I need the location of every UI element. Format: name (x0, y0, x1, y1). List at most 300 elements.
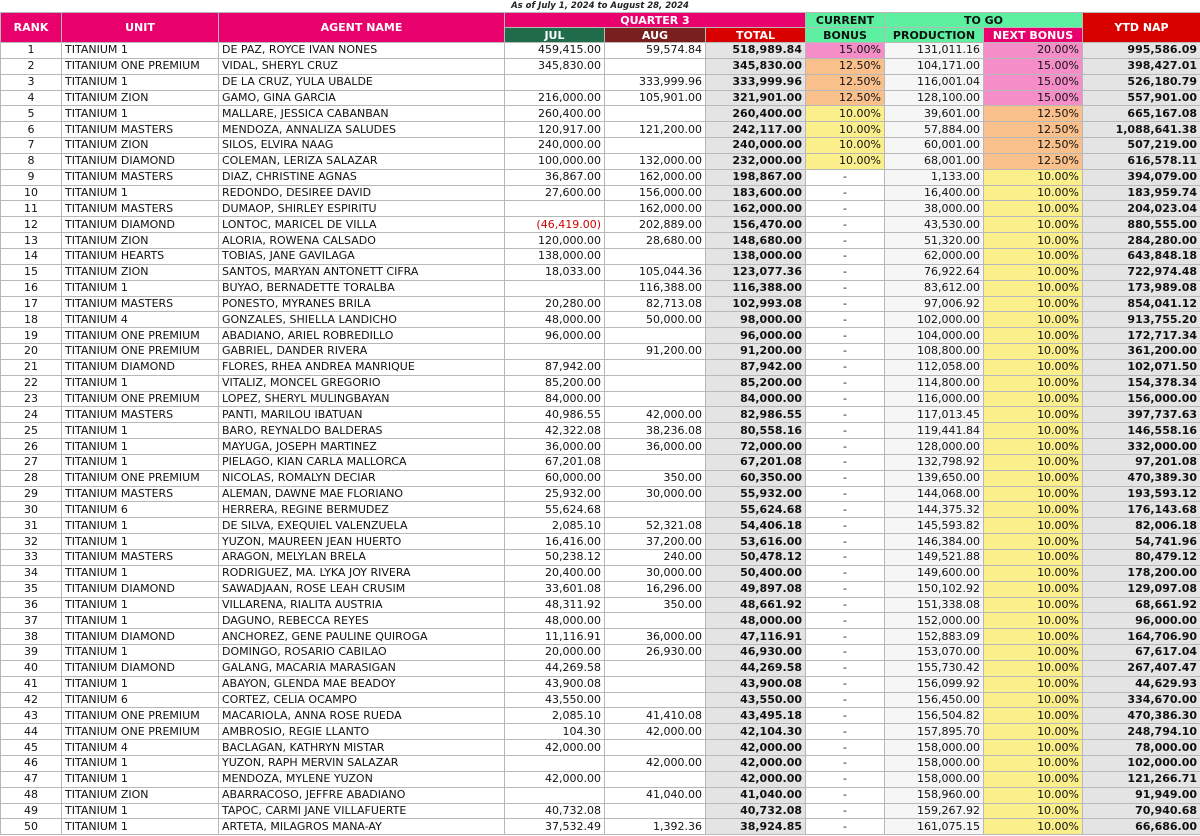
ytd-nap-cell: 267,407.47 (1083, 660, 1200, 676)
agent-name-cell: COLEMAN, LERIZA SALAZAR (219, 153, 505, 169)
ytd-nap-cell: 334,670.00 (1083, 692, 1200, 708)
unit-cell: TITANIUM 1 (62, 597, 219, 613)
aug-cell: 36,000.00 (605, 629, 706, 645)
total-cell: 240,000.00 (706, 138, 806, 154)
agent-name-cell: MENDOZA, ANNALIZA SALUDES (219, 122, 505, 138)
production-to-go-cell: 43,530.00 (885, 217, 984, 233)
next-bonus-cell: 10.00% (984, 344, 1083, 360)
ytd-nap-cell: 164,706.90 (1083, 629, 1200, 645)
ytd-nap-cell: 204,023.04 (1083, 201, 1200, 217)
agent-name-cell: NICOLAS, ROMALYN DECIAR (219, 470, 505, 486)
next-bonus-cell: 10.00% (984, 771, 1083, 787)
agent-name-cell: ARTETA, MILAGROS MANA-AY (219, 819, 505, 835)
unit-cell: TITANIUM MASTERS (62, 169, 219, 185)
quarter-3-header: QUARTER 3 (505, 13, 806, 28)
unit-cell: TITANIUM ZION (62, 233, 219, 249)
next-bonus-cell: 10.00% (984, 454, 1083, 470)
ytd-nap-cell: 44,629.93 (1083, 676, 1200, 692)
production-to-go-cell: 150,102.92 (885, 581, 984, 597)
current-bonus-cell: - (806, 296, 885, 312)
ytd-nap-cell: 172,717.34 (1083, 328, 1200, 344)
aug-cell (605, 502, 706, 518)
next-bonus-cell: 10.00% (984, 803, 1083, 819)
current-bonus-cell: - (806, 391, 885, 407)
rank-cell: 31 (1, 518, 62, 534)
jul-cell: 42,000.00 (505, 771, 605, 787)
unit-cell: TITANIUM 4 (62, 312, 219, 328)
current-bonus-cell: - (806, 708, 885, 724)
total-cell: 50,478.12 (706, 550, 806, 566)
aug-cell (605, 138, 706, 154)
aug-cell: 52,321.08 (605, 518, 706, 534)
next-bonus-cell: 10.00% (984, 185, 1083, 201)
production-to-go-cell: 97,006.92 (885, 296, 984, 312)
aug-cell: 132,000.00 (605, 153, 706, 169)
total-cell: 116,388.00 (706, 280, 806, 296)
production-to-go-cell: 112,058.00 (885, 359, 984, 375)
agent-name-cell: SAWADJAAN, ROSE LEAH CRUSIM (219, 581, 505, 597)
next-bonus-cell: 10.00% (984, 565, 1083, 581)
table-row (1, 803, 1200, 819)
rank-cell: 47 (1, 771, 62, 787)
production-to-go-cell: 144,068.00 (885, 486, 984, 502)
aug-cell (605, 454, 706, 470)
total-cell: 47,116.91 (706, 629, 806, 645)
rank-cell: 35 (1, 581, 62, 597)
ytd-nap-cell: 398,427.01 (1083, 58, 1200, 74)
agent-name-cell: DE SILVA, EXEQUIEL VALENZUELA (219, 518, 505, 534)
next-bonus-cell: 10.00% (984, 470, 1083, 486)
current-bonus-cell: - (806, 217, 885, 233)
rank-cell: 18 (1, 312, 62, 328)
agent-name-cell: TAPOC, CARMI JANE VILLAFUERTE (219, 803, 505, 819)
total-cell: 46,930.00 (706, 645, 806, 661)
agent-name-cell: GABRIEL, DANDER RIVERA (219, 344, 505, 360)
unit-cell: TITANIUM DIAMOND (62, 359, 219, 375)
jul-cell: 48,311.92 (505, 597, 605, 613)
table-row (1, 248, 1200, 264)
ytd-nap-cell: 913,755.20 (1083, 312, 1200, 328)
agent-name-cell: ABADIANO, ARIEL ROBREDILLO (219, 328, 505, 344)
unit-cell: TITANIUM ZION (62, 138, 219, 154)
agent-name-cell: DE PAZ, ROYCE IVAN NONES (219, 43, 505, 59)
total-cell: 198,867.00 (706, 169, 806, 185)
ytd-nap-cell: 146,558.16 (1083, 423, 1200, 439)
aug-cell: 37,200.00 (605, 534, 706, 550)
aug-cell (605, 375, 706, 391)
next-bonus-cell: 10.00% (984, 439, 1083, 455)
production-to-go-cell: 116,000.00 (885, 391, 984, 407)
next-bonus-cell: 10.00% (984, 264, 1083, 280)
aug-cell (605, 106, 706, 122)
ytd-nap-cell: 96,000.00 (1083, 613, 1200, 629)
production-to-go-cell: 152,000.00 (885, 613, 984, 629)
unit-cell: TITANIUM MASTERS (62, 486, 219, 502)
ytd-nap-cell: 178,200.00 (1083, 565, 1200, 581)
next-bonus-cell: 10.00% (984, 391, 1083, 407)
unit-cell: TITANIUM 1 (62, 803, 219, 819)
agent-name-cell: MAYUGA, JOSEPH MARTINEZ (219, 439, 505, 455)
agent-name-cell: PONESTO, MYRANES BRILA (219, 296, 505, 312)
total-cell: 123,077.36 (706, 264, 806, 280)
unit-cell: TITANIUM 6 (62, 502, 219, 518)
total-cell: 41,040.00 (706, 787, 806, 803)
agent-name-cell: TOBIAS, JANE GAVILAGA (219, 248, 505, 264)
aug-cell: 16,296.00 (605, 581, 706, 597)
aug-cell: 240.00 (605, 550, 706, 566)
next-bonus-cell: 10.00% (984, 692, 1083, 708)
rank-cell: 20 (1, 344, 62, 360)
table-row (1, 312, 1200, 328)
agent-name-cell: RODRIGUEZ, MA. LYKA JOY RIVERA (219, 565, 505, 581)
current-bonus-cell: - (806, 359, 885, 375)
aug-cell: 41,040.00 (605, 787, 706, 803)
agent-name-cell: VILLARENA, RIALITA AUSTRIA (219, 597, 505, 613)
current-bonus-cell: 10.00% (806, 106, 885, 122)
current-bonus-cell: - (806, 201, 885, 217)
ytd-nap-cell: 82,006.18 (1083, 518, 1200, 534)
unit-cell: TITANIUM 1 (62, 676, 219, 692)
aug-cell: 59,574.84 (605, 43, 706, 59)
production-to-go-cell: 153,070.00 (885, 645, 984, 661)
agent-name-cell: PIELAGO, KIAN CARLA MALLORCA (219, 454, 505, 470)
agent-name-cell: FLORES, RHEA ANDREA MANRIQUE (219, 359, 505, 375)
next-bonus-cell: 15.00% (984, 74, 1083, 90)
jul-cell: 120,000.00 (505, 233, 605, 249)
next-bonus-cell: 10.00% (984, 581, 1083, 597)
next-bonus-cell: 10.00% (984, 550, 1083, 566)
production-to-go-cell: 144,375.32 (885, 502, 984, 518)
production-to-go-cell: 16,400.00 (885, 185, 984, 201)
rank-cell: 27 (1, 454, 62, 470)
total-cell: 148,680.00 (706, 233, 806, 249)
current-bonus-cell: - (806, 248, 885, 264)
current-bonus-cell: - (806, 407, 885, 423)
table-row (1, 74, 1200, 90)
unit-cell: TITANIUM DIAMOND (62, 581, 219, 597)
unit-cell: TITANIUM 1 (62, 565, 219, 581)
rank-cell: 8 (1, 153, 62, 169)
ytd-nap-cell: 68,661.92 (1083, 597, 1200, 613)
production-to-go-cell: 76,922.64 (885, 264, 984, 280)
ytd-nap-header: YTD NAP (1083, 13, 1200, 43)
table-row (1, 676, 1200, 692)
unit-cell: TITANIUM 1 (62, 106, 219, 122)
ytd-nap-cell: 176,143.68 (1083, 502, 1200, 518)
aug-cell (605, 248, 706, 264)
production-to-go-cell: 119,441.84 (885, 423, 984, 439)
unit-cell: TITANIUM MASTERS (62, 122, 219, 138)
jul-cell (505, 280, 605, 296)
current-bonus-cell: - (806, 724, 885, 740)
jul-cell: 20,000.00 (505, 645, 605, 661)
current-bonus-cell: - (806, 629, 885, 645)
aug-cell (605, 391, 706, 407)
rank-cell: 25 (1, 423, 62, 439)
unit-cell: TITANIUM ZION (62, 90, 219, 106)
table-row (1, 581, 1200, 597)
aug-cell: 28,680.00 (605, 233, 706, 249)
production-to-go-cell: 145,593.82 (885, 518, 984, 534)
agent-name-cell: DAGUNO, REBECCA REYES (219, 613, 505, 629)
rank-cell: 45 (1, 740, 62, 756)
current-bonus-cell: - (806, 344, 885, 360)
jul-cell: 2,085.10 (505, 708, 605, 724)
next-bonus-cell: 15.00% (984, 58, 1083, 74)
aug-cell: 162,000.00 (605, 169, 706, 185)
aug-cell: 350.00 (605, 470, 706, 486)
rank-cell: 44 (1, 724, 62, 740)
table-row (1, 169, 1200, 185)
table-row (1, 359, 1200, 375)
unit-cell: TITANIUM ONE PREMIUM (62, 724, 219, 740)
table-row (1, 771, 1200, 787)
jul-cell: 240,000.00 (505, 138, 605, 154)
next-bonus-cell: 10.00% (984, 645, 1083, 661)
aug-cell: 41,410.08 (605, 708, 706, 724)
jul-cell: 120,917.00 (505, 122, 605, 138)
agent-name-cell: DE LA CRUZ, YULA UBALDE (219, 74, 505, 90)
production-to-go-cell: 139,650.00 (885, 470, 984, 486)
table-row (1, 185, 1200, 201)
table-row (1, 470, 1200, 486)
unit-cell: TITANIUM 1 (62, 518, 219, 534)
jul-cell: 37,532.49 (505, 819, 605, 835)
next-bonus-cell: 10.00% (984, 169, 1083, 185)
ytd-nap-cell: 102,071.50 (1083, 359, 1200, 375)
next-bonus-cell: 12.50% (984, 138, 1083, 154)
unit-cell: TITANIUM ONE PREMIUM (62, 328, 219, 344)
jul-cell: 459,415.00 (505, 43, 605, 59)
current-bonus-cell: - (806, 486, 885, 502)
ytd-nap-cell: 361,200.00 (1083, 344, 1200, 360)
current-bonus-cell: - (806, 470, 885, 486)
total-cell: 42,000.00 (706, 740, 806, 756)
next-bonus-cell: 10.00% (984, 660, 1083, 676)
current-bonus-cell: - (806, 233, 885, 249)
agent-name-cell: DUMAOP, SHIRLEY ESPIRITU (219, 201, 505, 217)
total-cell: 53,616.00 (706, 534, 806, 550)
next-bonus-cell: 10.00% (984, 217, 1083, 233)
total-cell: 345,830.00 (706, 58, 806, 74)
next-bonus-cell: 10.00% (984, 407, 1083, 423)
aug-cell: 1,392.36 (605, 819, 706, 835)
table-row (1, 502, 1200, 518)
jul-cell: 84,000.00 (505, 391, 605, 407)
aug-cell (605, 359, 706, 375)
table-row (1, 645, 1200, 661)
aug-cell: 38,236.08 (605, 423, 706, 439)
unit-cell: TITANIUM 1 (62, 613, 219, 629)
rank-header: RANK (1, 13, 62, 43)
unit-cell: TITANIUM 4 (62, 740, 219, 756)
agent-name-cell: HERRERA, REGINE BERMUDEZ (219, 502, 505, 518)
table-row (1, 344, 1200, 360)
jul-cell: 20,400.00 (505, 565, 605, 581)
jul-cell: 85,200.00 (505, 375, 605, 391)
table-row (1, 613, 1200, 629)
ytd-nap-cell: 70,940.68 (1083, 803, 1200, 819)
agent-name-cell: BACLAGAN, KATHRYN MISTAR (219, 740, 505, 756)
total-cell: 50,400.00 (706, 565, 806, 581)
production-to-go-cell: 83,612.00 (885, 280, 984, 296)
table-row (1, 565, 1200, 581)
jul-cell: 16,416.00 (505, 534, 605, 550)
total-cell: 102,993.08 (706, 296, 806, 312)
production-to-go-cell: 156,099.92 (885, 676, 984, 692)
table-row (1, 740, 1200, 756)
production-to-go-cell: 1,133.00 (885, 169, 984, 185)
production-to-go-cell: 102,000.00 (885, 312, 984, 328)
current-bonus-cell: - (806, 755, 885, 771)
unit-cell: TITANIUM ZION (62, 264, 219, 280)
next-bonus-cell: 10.00% (984, 676, 1083, 692)
total-cell: 42,104.30 (706, 724, 806, 740)
agent-name-cell: ALEMAN, DAWNE MAE FLORIANO (219, 486, 505, 502)
agent-name-cell: REDONDO, DESIREE DAVID (219, 185, 505, 201)
rank-cell: 38 (1, 629, 62, 645)
table-row (1, 423, 1200, 439)
aug-cell: 42,000.00 (605, 407, 706, 423)
agent-name-cell: ARAGON, MELYLAN BRELA (219, 550, 505, 566)
current-bonus-cell: - (806, 565, 885, 581)
agent-name-cell: MENDOZA, MYLENE YUZON (219, 771, 505, 787)
current-bonus-cell: - (806, 534, 885, 550)
table-row (1, 629, 1200, 645)
jul-cell: 67,201.08 (505, 454, 605, 470)
total-cell: 96,000.00 (706, 328, 806, 344)
jul-cell: 33,601.08 (505, 581, 605, 597)
aug-cell: 26,930.00 (605, 645, 706, 661)
agent-name-cell: GAMO, GINA GARCIA (219, 90, 505, 106)
unit-cell: TITANIUM 1 (62, 645, 219, 661)
rank-cell: 42 (1, 692, 62, 708)
production-to-go-cell: 60,001.00 (885, 138, 984, 154)
next-bonus-cell: 12.50% (984, 106, 1083, 122)
jul-cell: 42,000.00 (505, 740, 605, 756)
aug-cell (605, 676, 706, 692)
production-to-go-cell: 108,800.00 (885, 344, 984, 360)
current-bonus-cell: - (806, 312, 885, 328)
total-cell: 43,495.18 (706, 708, 806, 724)
ytd-nap-cell: 67,617.04 (1083, 645, 1200, 661)
production-to-go-cell: 68,001.00 (885, 153, 984, 169)
jul-cell: 42,322.08 (505, 423, 605, 439)
rank-cell: 4 (1, 90, 62, 106)
aug-cell (605, 58, 706, 74)
ytd-nap-cell: 722,974.48 (1083, 264, 1200, 280)
unit-cell: TITANIUM ONE PREMIUM (62, 391, 219, 407)
current-bonus-cell: - (806, 264, 885, 280)
table-row (1, 328, 1200, 344)
current-bonus-cell: - (806, 581, 885, 597)
table-row (1, 486, 1200, 502)
aug-cell: 42,000.00 (605, 724, 706, 740)
jul-header: JUL (505, 28, 605, 43)
jul-cell: 27,600.00 (505, 185, 605, 201)
aug-cell: 30,000.00 (605, 486, 706, 502)
next-bonus-cell: 10.00% (984, 359, 1083, 375)
total-cell: 67,201.08 (706, 454, 806, 470)
unit-cell: TITANIUM 1 (62, 771, 219, 787)
bonus-header: BONUS (806, 28, 885, 43)
rank-cell: 39 (1, 645, 62, 661)
agent-name-cell: MACARIOLA, ANNA ROSE RUEDA (219, 708, 505, 724)
production-to-go-cell: 158,960.00 (885, 787, 984, 803)
agent-name-cell: YUZON, MAUREEN JEAN HUERTO (219, 534, 505, 550)
agent-name-cell: VITALIZ, MONCEL GREGORIO (219, 375, 505, 391)
unit-cell: TITANIUM MASTERS (62, 550, 219, 566)
production-header: PRODUCTION (885, 28, 984, 43)
rank-cell: 9 (1, 169, 62, 185)
next-bonus-cell: 10.00% (984, 597, 1083, 613)
jul-cell: 44,269.58 (505, 660, 605, 676)
total-cell: 72,000.00 (706, 439, 806, 455)
ytd-nap-cell: 156,000.00 (1083, 391, 1200, 407)
ytd-nap-cell: 1,088,641.38 (1083, 122, 1200, 138)
rank-cell: 34 (1, 565, 62, 581)
total-cell: 84,000.00 (706, 391, 806, 407)
rank-cell: 43 (1, 708, 62, 724)
total-cell: 232,000.00 (706, 153, 806, 169)
total-cell: 82,986.55 (706, 407, 806, 423)
jul-cell: (46,419.00) (505, 217, 605, 233)
ytd-nap-cell: 526,180.79 (1083, 74, 1200, 90)
ranking-table (0, 12, 1200, 835)
ytd-nap-cell: 557,901.00 (1083, 90, 1200, 106)
current-bonus-cell: - (806, 645, 885, 661)
unit-cell: TITANIUM 1 (62, 755, 219, 771)
agent-name-cell: LOPEZ, SHERYL MULINGBAYAN (219, 391, 505, 407)
next-bonus-cell: 10.00% (984, 787, 1083, 803)
aug-cell (605, 771, 706, 787)
aug-cell: 91,200.00 (605, 344, 706, 360)
table-row (1, 122, 1200, 138)
ytd-nap-cell: 97,201.08 (1083, 454, 1200, 470)
aug-cell: 50,000.00 (605, 312, 706, 328)
agent-name-cell: DIAZ, CHRISTINE AGNAS (219, 169, 505, 185)
next-bonus-cell: 10.00% (984, 819, 1083, 835)
production-to-go-cell: 156,504.82 (885, 708, 984, 724)
ytd-nap-cell: 91,949.00 (1083, 787, 1200, 803)
total-cell: 156,470.00 (706, 217, 806, 233)
rank-cell: 22 (1, 375, 62, 391)
rank-cell: 21 (1, 359, 62, 375)
aug-cell (605, 692, 706, 708)
total-cell: 55,932.00 (706, 486, 806, 502)
aug-cell: 105,044.36 (605, 264, 706, 280)
next-bonus-cell: 10.00% (984, 740, 1083, 756)
rank-cell: 13 (1, 233, 62, 249)
rank-cell: 17 (1, 296, 62, 312)
rank-cell: 11 (1, 201, 62, 217)
rank-cell: 24 (1, 407, 62, 423)
jul-cell: 87,942.00 (505, 359, 605, 375)
rank-cell: 41 (1, 676, 62, 692)
agent-name-cell: GONZALES, SHIELLA LANDICHO (219, 312, 505, 328)
current-bonus-cell: - (806, 771, 885, 787)
current-bonus-cell: - (806, 169, 885, 185)
current-bonus-cell: 12.50% (806, 90, 885, 106)
jul-cell: 260,400.00 (505, 106, 605, 122)
jul-cell: 104.30 (505, 724, 605, 740)
next-bonus-cell: 10.00% (984, 629, 1083, 645)
production-to-go-cell: 155,730.42 (885, 660, 984, 676)
table-row (1, 138, 1200, 154)
production-to-go-cell: 158,000.00 (885, 740, 984, 756)
jul-cell: 20,280.00 (505, 296, 605, 312)
table-row (1, 233, 1200, 249)
